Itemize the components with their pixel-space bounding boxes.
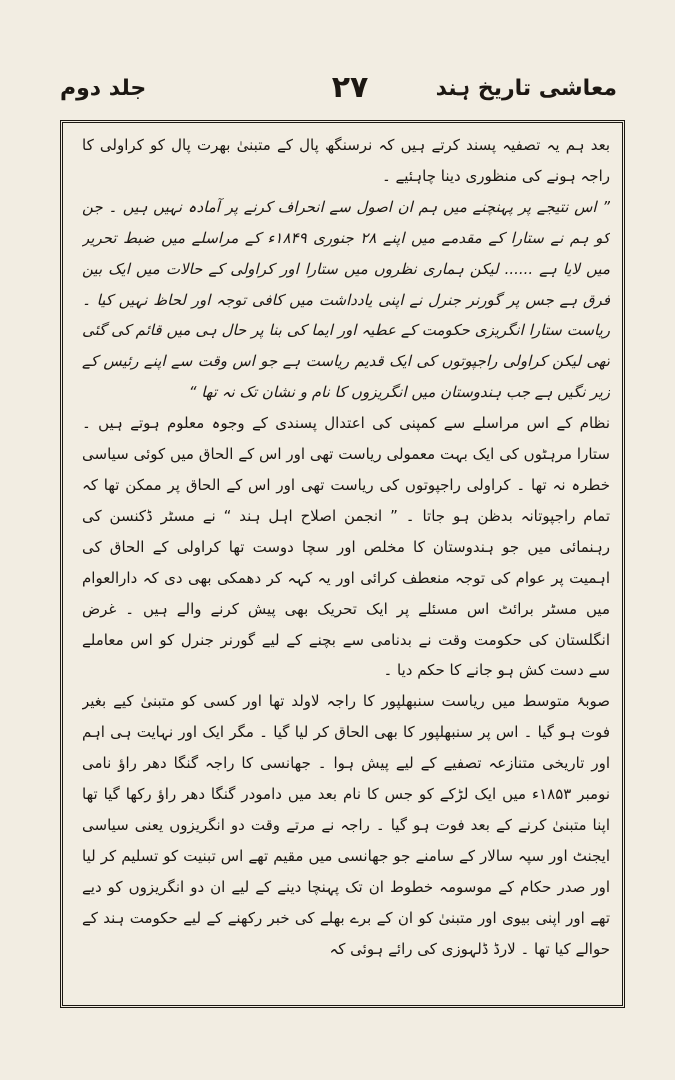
paragraph: صوبۂ متوسط میں ریاست سنبھلپور کا راجہ لاولد تھا اور کسی کو متبنیٰ کیے بغیر فوت ہو گیا ۔ اس پر سنبھلپور کا بھی الحاق کر لیا گیا ۔ مگر ایک اور نہایت ہی اہم اور تاریخی متنازعہ تصفیے کے لیے پیش ہوا ۔ جھانسی کا راجہ گنگا دھر راؤ نامی نومبر ۱۸۵۳ء میں ایک لڑکے کو جس کا نام بعد میں دامودر گنگا دھر راؤ رکھا گیا تھا اپنا متبنیٰ کرنے کے بعد فوت ہو گیا ۔ راجہ نے مرتے وقت دو انگریزوں یعنی سیاسی ایجنٹ اور سپہ سالار کے سامنے جو جھانسی میں مقیم تھے اس تبنیت کو تسلیم کر لیا اور صدر حکام کے موسومہ خطوط ان تک پہنچا دینے کے لیے ان دو انگریزوں کو دیے تھے اور اپنی بیوی اور متبنیٰ کو ان کے برے بھلے کی خبر رکھنے کے لیے حکومت ہند کے حوالے کیا تھا ۔ لارڈ ڈلہوزی کی رائے ہوئی کہ bbox=[82, 692, 610, 958]
volume-label: جلد دوم bbox=[60, 76, 147, 101]
page-number: ۲۷ bbox=[331, 70, 369, 105]
body-text bbox=[82, 130, 610, 1000]
book-title: معاشی تاریخ ہند bbox=[435, 76, 617, 101]
paragraph: بعد ہم یہ تصفیہ پسند کرتے ہیں کہ نرسنگھ پال کے متبنیٰ بھرت پال کو کراولی کا راجہ ہونے کی منظوری دینا چاہئیے ۔ bbox=[82, 136, 610, 185]
quoted-paragraph: ” اس نتیجے پر پہنچنے میں ہم ان اصول سے انحراف کرنے پر آمادہ نہیں ہیں ۔ جن کو ہم نے ستارا کے مقدمے میں اپنے ۲۸ جنوری ۱۸۴۹ء کے مراسلے میں ضبط تحریر میں لایا ہے ...... لیکن ہماری نظروں میں ستارا اور کراولی کے حالات میں ایک بین فرق ہے جس پر گورنر جنرل نے اپنی یادداشت میں کافی توجہ اور لحاظ نہیں کیا ۔ ریاست ستارا انگریزی حکومت کے عطیہ اور ایما کی بنا پر حال ہی میں قائم کی گئی تھی لیکن کراولی راجپوتوں کی ایک قدیم ریاست ہے جو اس وقت سے اپنے رئیس کے زیر نگیں ہے جب ہندوستان میں انگریزوں کا نام و نشان تک نہ تھا “ bbox=[82, 197, 610, 402]
paragraph: نظام کے اس مراسلے سے کمپنی کی اعتدال پسندی کے وجوہ معلوم ہوتے ہیں ۔ ستارا مرہٹوں کی ایک بہت معمولی ریاست تھی اور اس کے الحاق میں کوئی سیاسی خطرہ نہ تھا ۔ کراولی راجپوتوں کی ریاست تھی اور اس کے الحاق پر ممکن تھا کہ تمام راجپوتانہ بدظن ہو جاتا ۔ ” انجمن اصلاح اہل ہند “ نے مسٹر ڈکنسن کی رہنمائی میں جو ہندوستان کا مخلص اور سچا دوست تھا کراولی کے الحاق کی اہمیت پر عوام کی توجہ منعطف کرائی اور یہ کہہ کر دھمکی بھی دی کہ دارالعوام میں مسٹر برائٹ اس مسئلے پر ایک تحریک بھی پیش کرنے والے ہیں ۔ غرض انگلستان کی حکومت وقت نے بدنامی سے بچنے کے لیے گورنر جنرل کو اس معاملے سے دست کش ہو جانے کا حکم دیا ۔ bbox=[82, 414, 610, 680]
page-header bbox=[60, 70, 625, 114]
